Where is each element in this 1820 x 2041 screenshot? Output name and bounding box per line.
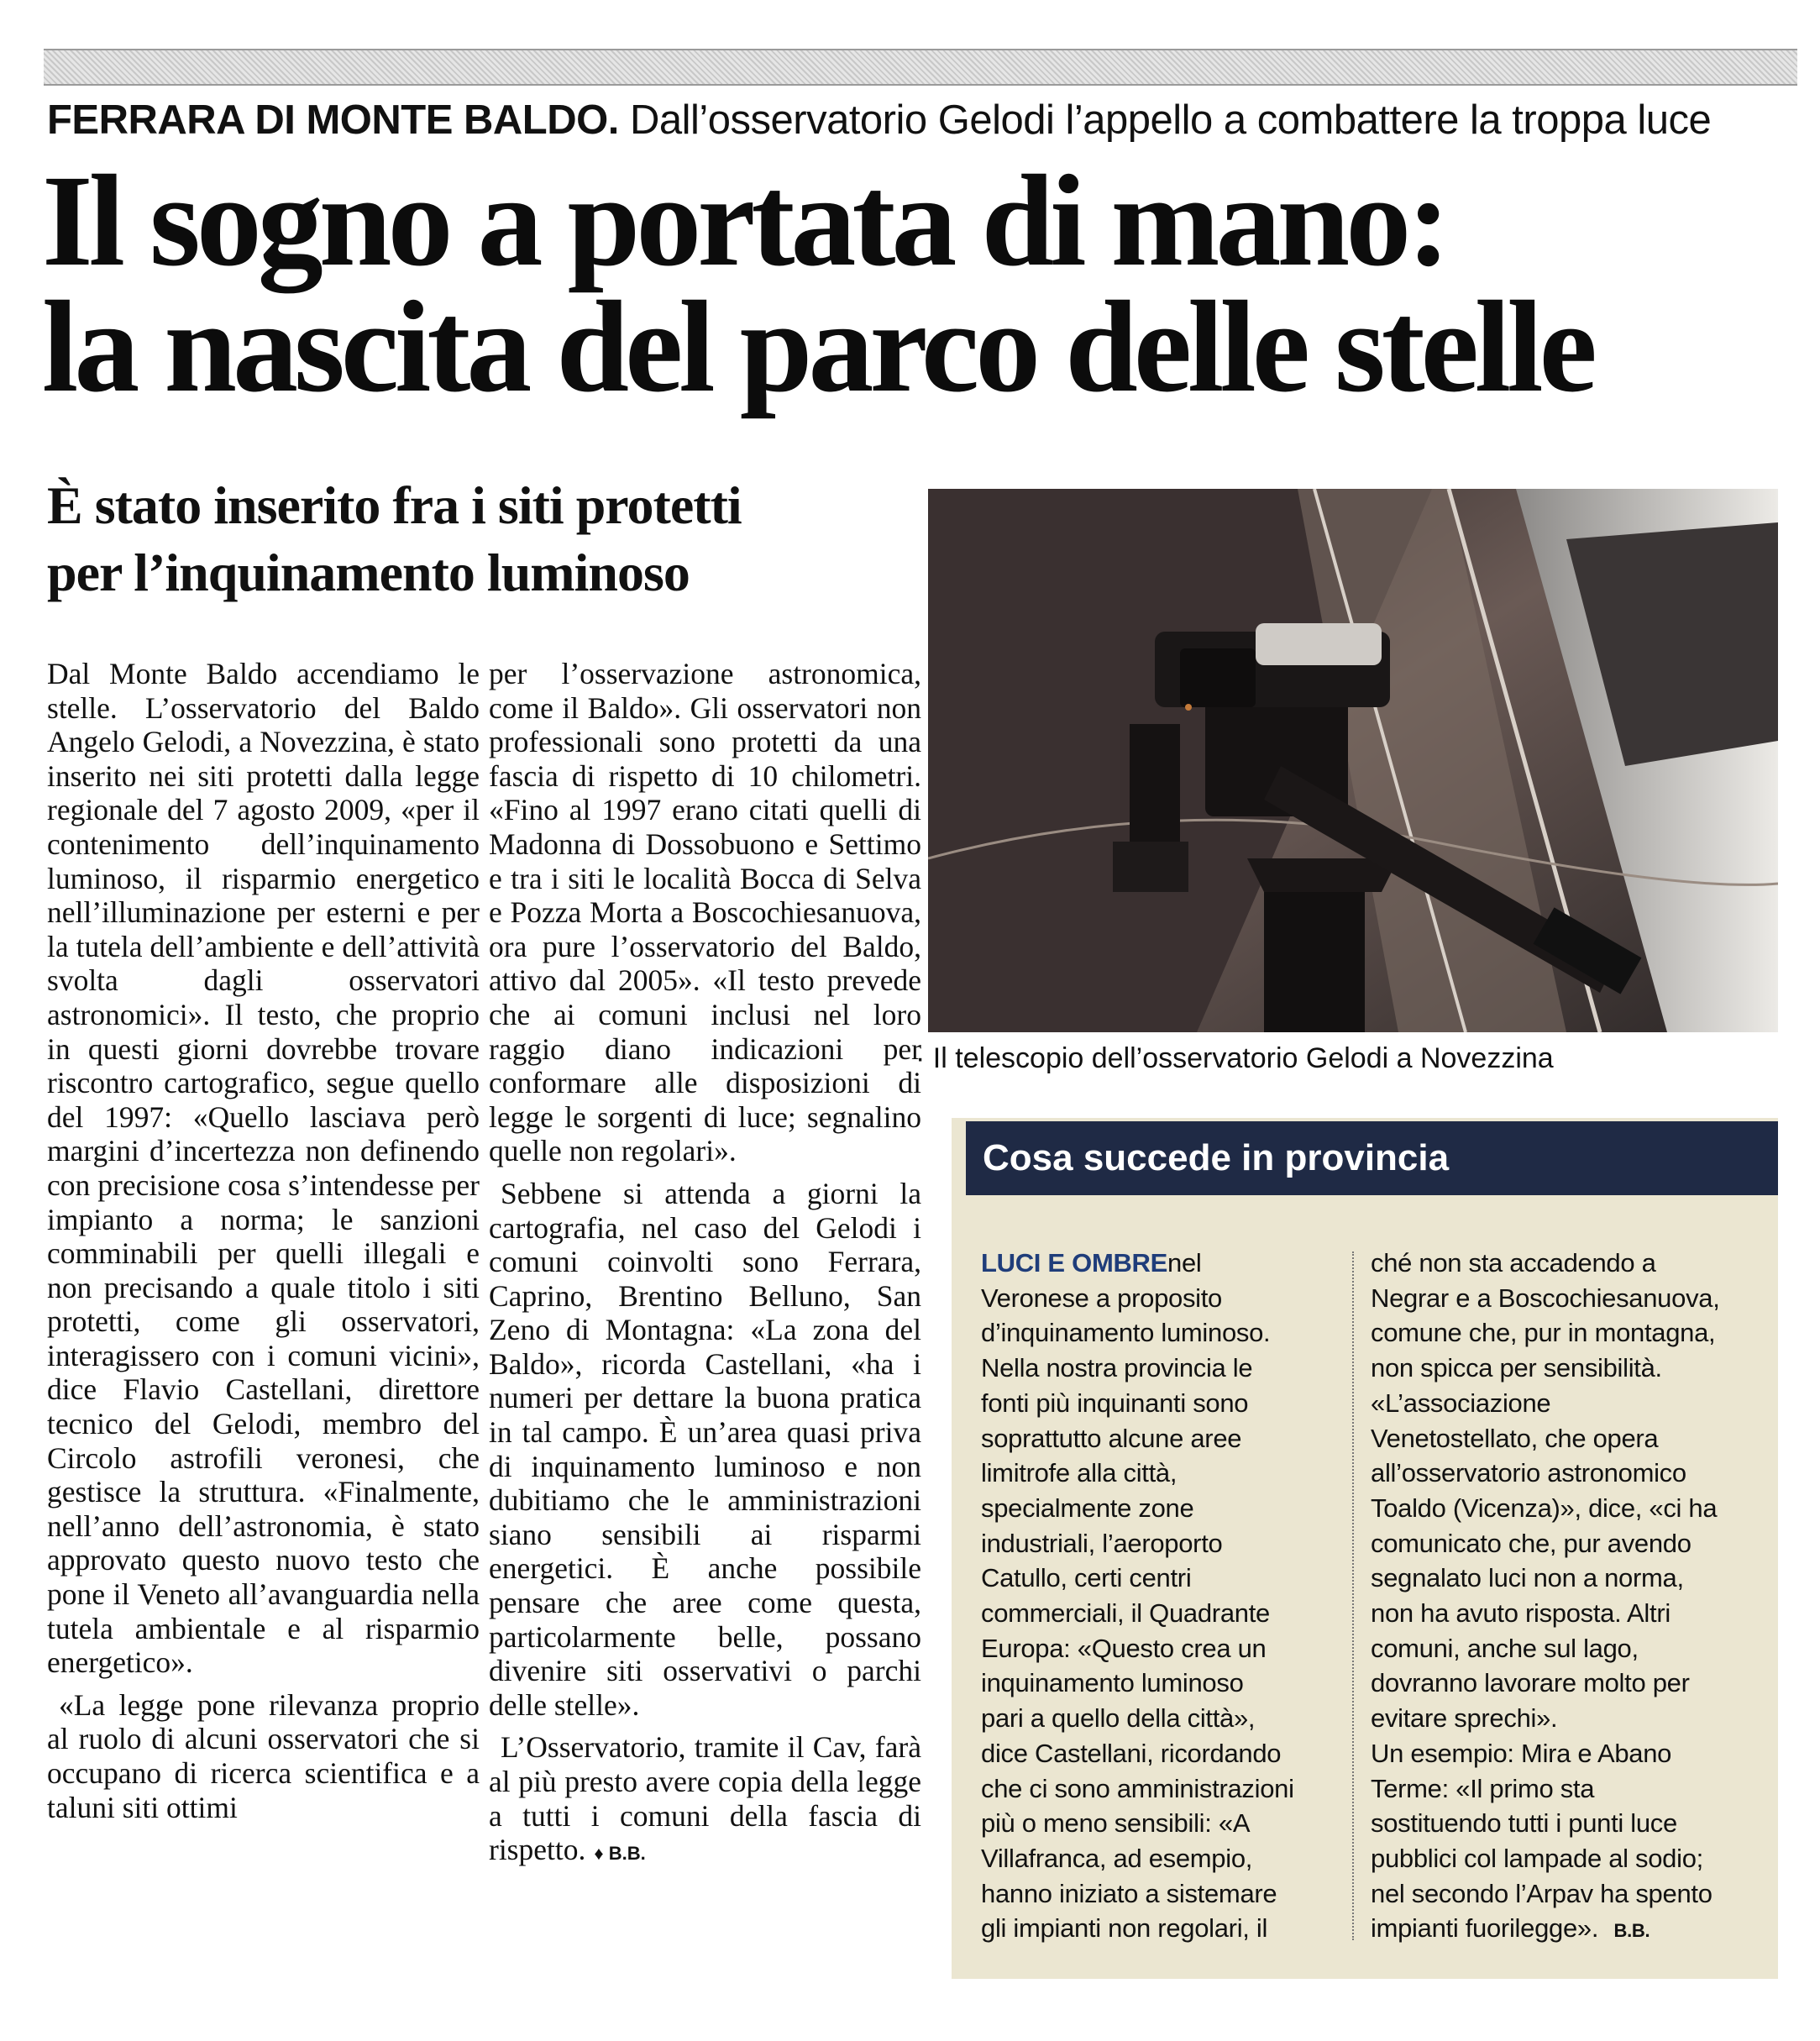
sidebar-line: ché non sta accadendo a	[1371, 1248, 1656, 1278]
sidebar-line: Villafranca, ad esempio,	[981, 1843, 1253, 1873]
sidebar-line: comunicato che, pur avendo	[1371, 1528, 1691, 1558]
sidebar-line	[981, 1246, 1334, 1281]
sidebar-line: pubblici col lampade al sodio;	[1371, 1843, 1703, 1873]
sidebar-line: industriali, l’aeroporto	[981, 1528, 1223, 1558]
sidebar-line: gli impianti non regolari, il	[981, 1913, 1268, 1944]
sidebar-line: Europa: «Questo crea un	[981, 1633, 1267, 1663]
sidebar-line: inquinamento luminoso	[981, 1668, 1244, 1698]
sidebar-column-1	[981, 1246, 1334, 1946]
sidebar-line: fonti più inquinanti sono	[981, 1388, 1249, 1418]
sidebar-line: Veronese a proposito	[981, 1283, 1222, 1313]
sidebar-line-text: nel	[1167, 1248, 1202, 1278]
sidebar-divider	[1352, 1251, 1354, 1940]
sidebar-line: Terme: «Il primo sta	[1371, 1773, 1595, 1803]
kicker-place: FERRARA DI MONTE BALDO.	[47, 97, 619, 143]
headline	[42, 148, 1814, 419]
sidebar-line: Negrar e a Boscochiesanuova,	[1371, 1283, 1720, 1313]
article-paragraph-text: L’Osservatorio, tramite il Cav, farà al più presto avere copia della legge a tutti i comuni della fascia di rispetto.	[489, 1730, 921, 1867]
sidebar-signature: B.B.	[1613, 1920, 1650, 1942]
sidebar-line: commerciali, il Quadrante	[981, 1598, 1270, 1629]
article-paragraph: per l’osservazione astronomica, come il Baldo». Gli osservatori non professionali sono protetti da una fascia di rispetto di 10 chilometri. «Fino al 1997 erano citati quelli di Madonna di Dossobuono e Settimo e tra i siti le località Bocca di Selva e Pozza Morta a Boscochiesanuova, ora pure l’osservatorio del Baldo, attivo dal 2005». «Il testo prevede che ai comuni inclusi nel loro raggio diano indicazioni per conformare alle disposizioni di legge le sorgenti di luce; segnalino quelle non regolari».	[489, 657, 921, 1168]
sidebar-line: pari a quello della città»,	[981, 1703, 1256, 1734]
sidebar-line: sostituendo tutti i punti luce	[1371, 1808, 1677, 1839]
article-paragraph: Sebbene si attenda a giorni la cartografia, nel caso del Gelodi i comuni coinvolti sono Ferrara, Caprino, Brentino Belluno, San Zeno di Montagna: «La zona del Baldo», ricorda Castellani, «ha i numeri per dettare la buona pratica in tal campo. È un’area quasi priva di inquinamento luminoso e non dubitiamo che le amministrazioni siano sensibili ai risparmi energetici. È anche possibile pensare che aree come questa, particolarmente belle, possano divenire siti osservativi o parchi delle stelle».	[489, 1176, 921, 1722]
sidebar-line: comuni, anche sul lago,	[1371, 1633, 1639, 1663]
sidebar-line: Catullo, certi centri	[981, 1563, 1192, 1593]
article-column-1	[47, 657, 480, 1824]
sidebar-line: più o meno sensibili: «A	[981, 1808, 1251, 1839]
headline-line-2: la nascita del parco delle stelle	[42, 274, 1593, 419]
sidebar-line: nel secondo l’Arpav ha spento	[1371, 1878, 1712, 1908]
headline-line-1: Il sogno a portata di mano:	[42, 148, 1447, 293]
sidebar-line: Toaldo (Vicenza)», dice, «ci ha	[1371, 1493, 1718, 1523]
kicker-text: Dall’osservatorio Gelodi l’appello a combattere la troppa luce	[629, 97, 1712, 143]
sidebar-line: dice Castellani, ricordando	[981, 1738, 1282, 1768]
sidebar-line: «L’associazione	[1371, 1388, 1551, 1418]
sidebar-line: non ha avuto risposta. Altri	[1371, 1598, 1671, 1629]
article-column-2	[489, 657, 921, 1871]
sidebar-line-text: impianti fuorilegge».	[1371, 1913, 1599, 1944]
article-paragraph	[489, 1730, 921, 1870]
sidebar-line: hanno iniziato a sistemare	[981, 1878, 1277, 1908]
subheadline-line-2: per l’inquinamento luminoso	[47, 543, 690, 602]
sidebar-line: che ci sono amministrazioni	[981, 1773, 1294, 1803]
photo-caption: · Il telescopio dell’osservatorio Gelodi a Novezzina	[915, 1042, 1554, 1074]
article-signature: ♦ B.B.	[594, 1843, 646, 1865]
subheadline	[47, 472, 904, 606]
kicker	[47, 91, 1811, 150]
sidebar-lead: LUCI E OMBRE	[981, 1248, 1168, 1278]
sidebar-line: segnalato luci non a norma,	[1371, 1563, 1684, 1593]
article-paragraph: «La legge pone rilevanza proprio al ruolo di alcuni osservatori che si occupano di ricerca scientifica e a taluni siti ottimi	[47, 1687, 480, 1824]
sidebar-line: dovranno lavorare molto per	[1371, 1668, 1690, 1698]
sidebar-column-2	[1371, 1246, 1757, 1949]
sidebar-line: non spicca per sensibilità.	[1371, 1353, 1662, 1383]
telescope-illustration	[928, 489, 1778, 1032]
article-paragraph: Dal Monte Baldo accendiamo le stelle. L’osservatorio del Baldo Angelo Gelodi, a Novezzina, è stato inserito nei siti protetti dalla legge regionale del 7 agosto 2009, «per il contenimento dell’inquinamento luminoso, il risparmio energetico nell’illuminazione per esterni e per la tutela dell’ambiente e dell’attività svolta dagli osservatori astronomici». Il testo, che proprio in questi giorni dovrebbe trovare riscontro cartografico, segue quello del 1997: «Quello lasciava però margini d’incertezza non definendo con precisione cosa s’intendesse per impianto a norma; le sanzioni comminabili per quelli illegali e non precisando a quale titolo i siti protetti, come gli osservatori, interagissero con i comuni vicini», dice Flavio Castellani, direttore tecnico del Gelodi, membro del Circolo astrofili veronesi, che gestisce la struttura. «Finalmente, nell’anno dell’astronomia, è stato approvato questo nuovo testo che pone il Veneto all’avanguardia nella tutela ambientale e al risparmio energetico».	[47, 657, 480, 1680]
sidebar-line: limitrofe alla città,	[981, 1458, 1177, 1488]
sidebar-line: soprattutto alcune aree	[981, 1423, 1242, 1453]
telescope-photo	[928, 489, 1778, 1032]
subheadline-line-1: È stato inserito fra i siti protetti	[47, 475, 742, 535]
sidebar-line: Nella nostra provincia le	[981, 1353, 1253, 1383]
sidebar-title: Cosa succede in provincia	[966, 1121, 1778, 1195]
sidebar-line: all’osservatorio astronomico	[1371, 1458, 1686, 1488]
sidebar-line: Un esempio: Mira e Abano	[1371, 1738, 1672, 1768]
sidebar-line: evitare sprechi».	[1371, 1703, 1558, 1734]
sidebar-line: Venetostellato, che opera	[1371, 1423, 1659, 1453]
top-pattern-rule	[44, 49, 1797, 86]
sidebar-line: specialmente zone	[981, 1493, 1194, 1523]
sidebar-line: d’inquinamento luminoso.	[981, 1318, 1271, 1348]
sidebar-line	[1371, 1911, 1757, 1949]
sidebar-line: comune che, pur in montagna,	[1371, 1318, 1716, 1348]
